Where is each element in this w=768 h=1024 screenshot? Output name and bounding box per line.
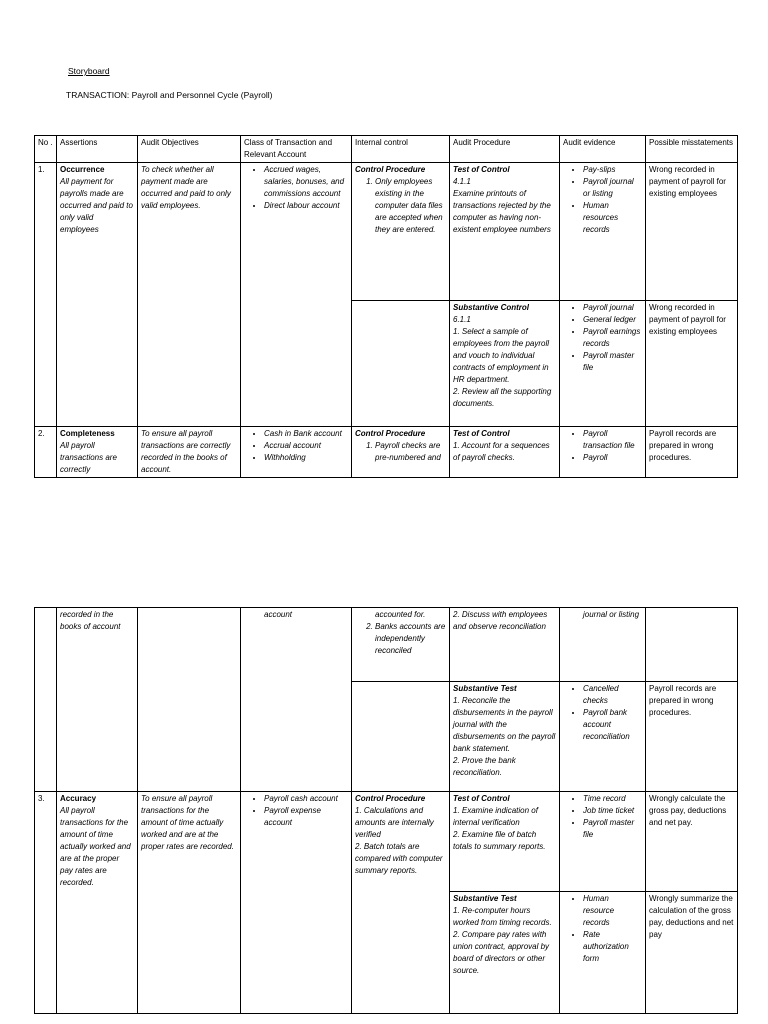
list-item: • Direct labour account <box>264 200 348 212</box>
table-row <box>35 792 738 892</box>
row-number: 3. <box>35 792 57 1014</box>
procedure-title: Substantive Control <box>453 303 530 312</box>
row-number: 2. <box>35 427 57 478</box>
list-item: • Payroll expense account <box>264 805 348 829</box>
procedure-cell <box>450 608 560 682</box>
header-no: No . <box>35 136 57 163</box>
table-row <box>35 427 738 478</box>
audit-objective: To ensure all payroll transactions for the amount of time actually worked and are at the proper rates are recorded. <box>138 792 241 1014</box>
audit-table-page-2 <box>34 607 738 1014</box>
evidence-cell <box>560 427 646 478</box>
accounts-cell <box>241 608 352 792</box>
header-audit-objectives: Audit Objectives <box>138 136 241 163</box>
assertion-text: All payment for payrolls made are occurred and paid to only valid employees <box>60 177 133 234</box>
assertion-text: All payroll transactions are correctly <box>60 441 117 474</box>
control-title: Control Procedure <box>355 794 426 803</box>
procedure-ref: 4.1.1 <box>453 177 471 186</box>
list-item: • Cash in Bank account <box>264 428 348 440</box>
procedure-title: Test of Control <box>453 429 510 438</box>
misstatement-cell: Payroll records are prepared in wrong procedures. <box>646 682 738 792</box>
list-item: • General ledger <box>583 314 642 326</box>
control-title: Control Procedure <box>355 429 426 438</box>
list-item: • Human resources records <box>583 200 642 236</box>
procedure-line: 2. Review all the supporting documents. <box>453 387 552 408</box>
list-item: • Cancelled checks <box>583 683 642 707</box>
accounts-cell <box>241 427 352 478</box>
audit-objective-empty <box>138 608 241 792</box>
procedure-text: Examine printouts of transactions rejected by the computer as having non-existent employee numbers <box>453 189 551 234</box>
procedure-title: Test of Control <box>453 794 510 803</box>
header-assertions: Assertions <box>57 136 138 163</box>
control-title: Control Procedure <box>355 165 426 174</box>
procedure-title: Substantive Test <box>453 894 517 903</box>
procedure-title: Substantive Test <box>453 684 517 693</box>
assertion-text: recorded in the books of account <box>57 608 138 792</box>
procedure-line: 2. Discuss with employees and observe reconciliation <box>453 610 548 631</box>
misstatement-cell: Wrongly summarize the calculation of the gross pay, deductions and net pay <box>646 892 738 1014</box>
misstatement-cell: Wrong recorded in payment of payroll for existing employees <box>646 163 738 301</box>
list-item: • Time record <box>583 793 642 805</box>
audit-table-page-1 <box>34 135 738 478</box>
list-item: • Payroll journal or listing <box>583 176 642 200</box>
procedure-cell <box>450 792 560 892</box>
procedure-line: 2. Prove the bank reconciliation. <box>453 756 516 777</box>
list-item: • Job time ticket <box>583 805 642 817</box>
control-cell-empty <box>352 682 450 792</box>
doc-subtitle: TRANSACTION: Payroll and Personnel Cycle (Payroll) <box>66 90 273 100</box>
row-number: 1. <box>35 163 57 427</box>
list-item: 1. Only employees existing in the computer data files are accepted when they are entered. <box>375 176 446 236</box>
evidence-cell <box>560 301 646 427</box>
list-item: • Rate authorization form <box>583 929 642 965</box>
misstatement-cell: Payroll records are prepared in wrong procedures. <box>646 427 738 478</box>
list-item: • Accrued wages, salaries, bonuses, and commissions account <box>264 164 348 200</box>
assertion-text: All payroll transactions for the amount of time actually worked and are at the proper pay rates are recorded. <box>60 806 131 887</box>
procedure-cell <box>450 427 560 478</box>
list-item: • Payroll journal <box>583 302 642 314</box>
misstatement-cell: Wrong recorded in payment of payroll for existing employees <box>646 301 738 427</box>
control-line: 1. Calculations and amounts are internally verified <box>355 806 434 839</box>
evidence-cell <box>560 682 646 792</box>
control-cell <box>352 427 450 478</box>
procedure-line: 2. Compare pay rates with union contract, approval by board of directors or other source. <box>453 930 550 975</box>
control-line: 2. Batch totals are compared with computer summary reports. <box>355 842 443 875</box>
evidence-cell <box>560 792 646 892</box>
header-audit-procedure: Audit Procedure <box>450 136 560 163</box>
table-header-row <box>35 136 738 163</box>
header-possible-misstatements: Possible misstatements <box>646 136 738 163</box>
procedure-line: 1. Account for a sequences of payroll checks. <box>453 441 550 462</box>
account-continued: account <box>264 610 293 619</box>
procedure-ref: 6.1.1 <box>453 315 471 324</box>
page-header <box>66 66 272 100</box>
control-cell <box>352 792 450 1014</box>
procedure-line: 2. Examine file of batch totals to summary reports. <box>453 830 546 851</box>
header-audit-evidence: Audit evidence <box>560 136 646 163</box>
evidence-cell <box>560 608 646 682</box>
list-item: • Accrual account <box>264 440 348 452</box>
control-continued: accounted for. <box>375 610 426 619</box>
evidence-continued: journal or listing <box>583 610 640 619</box>
list-item: 2. Banks accounts are independently reconciled <box>375 621 446 657</box>
list-item: 1. Payroll checks are pre-numbered and <box>375 440 446 464</box>
list-item: • Payroll <box>583 452 642 464</box>
procedure-title: Test of Control <box>453 165 510 174</box>
list-item: • Payroll transaction file <box>583 428 642 452</box>
assertion-title: Completeness <box>60 429 115 438</box>
misstatement-cell: Wrongly calculate the gross pay, deductions and net pay. <box>646 792 738 892</box>
control-cell <box>352 163 450 301</box>
evidence-cell <box>560 892 646 1014</box>
audit-objective: To ensure all payroll transactions are correctly recorded in the books of account. <box>138 427 241 478</box>
procedure-line: 1. Re-computer hours worked from timing records. <box>453 906 552 927</box>
assertion-cell <box>57 792 138 1014</box>
procedure-cell <box>450 682 560 792</box>
table-row <box>35 608 738 682</box>
accounts-cell <box>241 792 352 1014</box>
list-item: • Human resource records <box>583 893 642 929</box>
procedure-line: 1. Examine indication of internal verification <box>453 806 538 827</box>
procedure-cell <box>450 892 560 1014</box>
row-number-empty <box>35 608 57 792</box>
doc-title: Storyboard <box>68 66 110 76</box>
assertion-cell <box>57 427 138 478</box>
list-item: • Payroll bank account reconciliation <box>583 707 642 743</box>
audit-objective: To check whether all payment made are occurred and paid to only valid employees. <box>138 163 241 427</box>
procedure-line: 1. Select a sample of employees from the payroll and vouch to individual contracts of employment in HR department. <box>453 327 550 384</box>
header-internal-control: Internal control <box>352 136 450 163</box>
procedure-cell <box>450 301 560 427</box>
assertion-cell <box>57 163 138 427</box>
procedure-cell <box>450 163 560 301</box>
list-item: • Withholding <box>264 452 348 464</box>
misstatement-cell-empty <box>646 608 738 682</box>
assertion-title: Accuracy <box>60 794 97 803</box>
table-row <box>35 163 738 301</box>
header-class-of-transaction: Class of Transaction and Relevant Account <box>241 136 352 163</box>
assertion-title: Occurrence <box>60 165 105 174</box>
procedure-line: 1. Reconcile the disbursements in the payroll journal with the disbursements on the payroll bank statement. <box>453 696 556 753</box>
control-cell <box>352 608 450 682</box>
list-item: • Payroll cash account <box>264 793 348 805</box>
list-item: • Payroll earnings records <box>583 326 642 350</box>
list-item: • Pay-slips <box>583 164 642 176</box>
accounts-cell <box>241 163 352 427</box>
list-item: • Payroll master file <box>583 350 642 374</box>
control-cell-empty <box>352 301 450 427</box>
evidence-cell <box>560 163 646 301</box>
list-item: • Payroll master file <box>583 817 642 841</box>
